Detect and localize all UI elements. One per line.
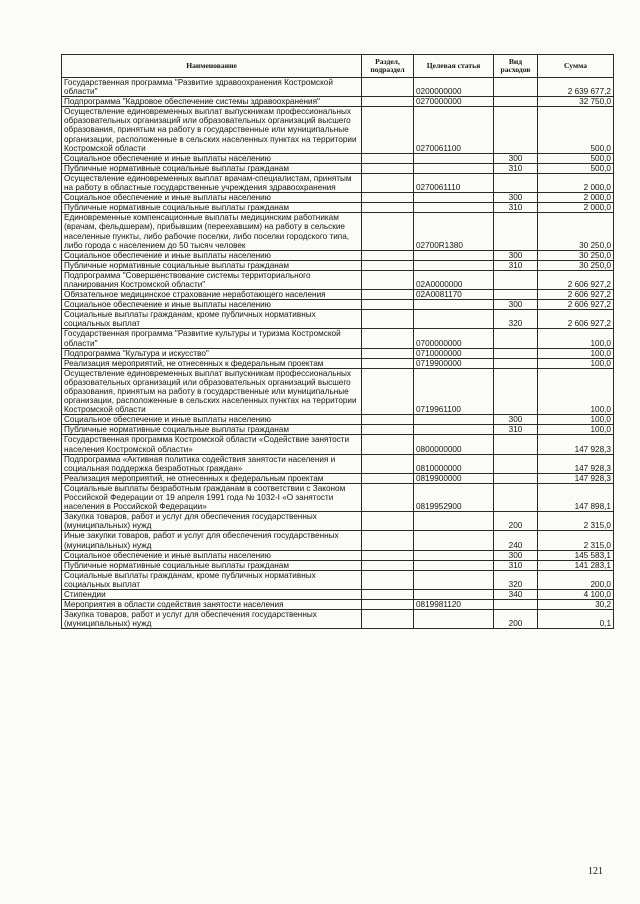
row-section-cell [362,290,414,300]
row-target-article-cell: 0710000000 [414,348,494,358]
row-sum-cell: 2 315,0 [538,512,614,531]
row-section-cell [362,260,414,270]
row-section-cell [362,368,414,414]
row-section-cell [362,550,414,560]
row-name-cell: Закупка товаров, работ и услуг для обеспечения государственных (муниципальных) нужд [62,610,362,629]
row-name-cell: Подпрограмма "Кадровое обеспечение системы здравоохранения" [62,97,362,107]
table-row [62,600,614,610]
row-sum-cell: 500,0 [538,153,614,163]
row-sum-cell: 500,0 [538,107,614,153]
row-name-cell: Публичные нормативные социальные выплаты гражданам [62,560,362,570]
row-expense-type-cell [494,368,538,414]
row-section-cell [362,512,414,531]
row-target-article-cell: 0700000000 [414,329,494,348]
row-name-cell: Государственная программа "Развитие культуры и туризма Костромской области" [62,329,362,348]
table-row [62,473,614,483]
table-row [62,368,614,414]
table-row [62,78,614,97]
header-sum: Сумма [538,55,614,78]
row-expense-type-cell: 300 [494,250,538,260]
row-target-article-cell: 0270061110 [414,173,494,192]
page-number: 121 [588,866,603,877]
row-name-cell: Социальное обеспечение и иные выплаты населению [62,415,362,425]
row-name-cell: Иные закупки товаров, работ и услуг для обеспечения государственных (муниципальных) нужд [62,531,362,550]
row-name-cell: Обязательное медицинское страхование неработающего населения [62,290,362,300]
row-expense-type-cell: 300 [494,550,538,560]
budget-table [61,54,614,629]
header-target-article: Целевая статья [414,55,494,78]
row-name-cell: Социальное обеспечение и иные выплаты населению [62,300,362,310]
row-target-article-cell [414,250,494,260]
row-expense-type-cell: 300 [494,300,538,310]
table-row [62,260,614,270]
table-row [62,107,614,153]
table-row [62,425,614,435]
row-name-cell: Социальные выплаты гражданам, кроме публичных нормативных социальных выплат [62,570,362,589]
row-section-cell [362,531,414,550]
row-expense-type-cell [494,270,538,289]
row-sum-cell: 2 606 927,2 [538,290,614,300]
row-section-cell [362,454,414,473]
table-row [62,512,614,531]
row-sum-cell: 2 000,0 [538,193,614,203]
row-name-cell: Осуществление единовременных выплат выпускникам профессиональных образовательных организаций или образовательных организаций высшего образования, принятым на работу в государственные или муниципальные организации, расположенные в сельских населенных пунктах на территории Костромской области [62,368,362,414]
row-target-article-cell [414,425,494,435]
row-sum-cell: 30 250,0 [538,250,614,260]
row-expense-type-cell [494,107,538,153]
row-expense-type-cell: 300 [494,193,538,203]
row-sum-cell: 100,0 [538,425,614,435]
row-expense-type-cell [494,348,538,358]
table-row [62,589,614,599]
table-row [62,454,614,473]
row-sum-cell: 30,2 [538,600,614,610]
row-target-article-cell [414,260,494,270]
row-name-cell: Осуществление единовременных выплат выпускникам профессиональных образовательных организаций или образовательных организаций высшего образования, принятым на работу в государственные или муниципальные организации, расположенные в сельских населенных пунктах на территории Костромской области [62,107,362,153]
row-name-cell: Мероприятия в области содействия занятости населения [62,600,362,610]
row-expense-type-cell: 310 [494,163,538,173]
header-name: Наименование [62,55,362,78]
row-expense-type-cell [494,329,538,348]
row-sum-cell: 0,1 [538,610,614,629]
row-expense-type-cell: 300 [494,153,538,163]
row-expense-type-cell [494,213,538,250]
row-target-article-cell: 0819952900 [414,483,494,511]
row-section-cell [362,600,414,610]
row-sum-cell: 100,0 [538,329,614,348]
row-sum-cell: 2 000,0 [538,203,614,213]
row-section-cell [362,213,414,250]
row-expense-type-cell: 320 [494,310,538,329]
row-target-article-cell: 0819981120 [414,600,494,610]
row-expense-type-cell [494,97,538,107]
header-section: Раздел, подраздел [362,55,414,78]
row-sum-cell: 200,0 [538,570,614,589]
row-sum-cell: 147 928,3 [538,435,614,454]
table-row [62,415,614,425]
row-name-cell: Подпрограмма "Совершенствование системы территориального планирования Костромской области" [62,270,362,289]
row-target-article-cell [414,512,494,531]
row-sum-cell: 100,0 [538,415,614,425]
row-sum-cell: 30 250,0 [538,260,614,270]
row-target-article-cell: 0810000000 [414,454,494,473]
row-name-cell: Осуществление единовременных выплат врачам-специалистам, принятым на работу в областные государственные учреждения здравоохранения [62,173,362,192]
row-name-cell: Публичные нормативные социальные выплаты гражданам [62,425,362,435]
row-expense-type-cell [494,290,538,300]
row-name-cell: Закупка товаров, работ и услуг для обеспечения государственных (муниципальных) нужд [62,512,362,531]
table-row [62,250,614,260]
row-expense-type-cell [494,600,538,610]
row-section-cell [362,610,414,629]
row-section-cell [362,78,414,97]
row-name-cell: Государственная программа Костромской области «Содействие занятости населения Костромской области» [62,435,362,454]
row-target-article-cell: 0270000000 [414,97,494,107]
row-section-cell [362,97,414,107]
row-target-article-cell [414,415,494,425]
row-target-article-cell [414,300,494,310]
row-name-cell: Реализация мероприятий, не отнесенных к федеральным проектам [62,473,362,483]
row-name-cell: Единовременные компенсационные выплаты медицинским работникам (врачам, фельдшерам), прибывшим (переехавшим) на работу в сельские населенные пункты, либо рабочие поселки, либо поселки городского типа, либо города с населением до 50 тысяч человек [62,213,362,250]
row-section-cell [362,560,414,570]
row-sum-cell: 30 250,0 [538,213,614,250]
row-name-cell: Социальное обеспечение и иные выплаты населению [62,153,362,163]
row-expense-type-cell [494,454,538,473]
row-section-cell [362,270,414,289]
row-target-article-cell: 0819900000 [414,473,494,483]
table-row [62,329,614,348]
row-sum-cell: 2 606 927,2 [538,270,614,289]
row-expense-type-cell: 200 [494,610,538,629]
row-sum-cell: 2 315,0 [538,531,614,550]
table-row [62,173,614,192]
table-row [62,300,614,310]
row-name-cell: Публичные нормативные социальные выплаты гражданам [62,163,362,173]
row-section-cell [362,425,414,435]
row-expense-type-cell: 340 [494,589,538,599]
row-section-cell [362,310,414,329]
row-expense-type-cell: 320 [494,570,538,589]
row-name-cell: Социальное обеспечение и иные выплаты населению [62,193,362,203]
row-expense-type-cell [494,78,538,97]
row-sum-cell: 100,0 [538,348,614,358]
row-sum-cell: 500,0 [538,163,614,173]
row-section-cell [362,570,414,589]
row-section-cell [362,415,414,425]
row-section-cell [362,173,414,192]
table-row [62,560,614,570]
row-name-cell: Государственная программа "Развитие здравоохранения Костромской области" [62,78,362,97]
row-expense-type-cell [494,473,538,483]
row-expense-type-cell [494,358,538,368]
row-target-article-cell: 0270061100 [414,107,494,153]
row-name-cell: Стипендии [62,589,362,599]
table-row [62,570,614,589]
row-name-cell: Социальные выплаты безработным гражданам в соответствии с Законом Российской Федерации от 19 апреля 1991 года № 1032-I «О занятости населения в Российской Федерации» [62,483,362,511]
table-row [62,193,614,203]
row-name-cell: Реализация мероприятий, не отнесенных к федеральным проектам [62,358,362,368]
row-section-cell [362,348,414,358]
row-expense-type-cell: 200 [494,512,538,531]
table-row [62,153,614,163]
row-section-cell [362,483,414,511]
row-target-article-cell: 0200000000 [414,78,494,97]
row-sum-cell: 32 750,0 [538,97,614,107]
row-name-cell: Социальное обеспечение и иные выплаты населению [62,250,362,260]
row-section-cell [362,250,414,260]
row-sum-cell: 147 898,1 [538,483,614,511]
row-target-article-cell: 02А0000000 [414,270,494,289]
row-sum-cell: 145 583,1 [538,550,614,560]
row-section-cell [362,358,414,368]
row-target-article-cell [414,203,494,213]
table-row [62,290,614,300]
row-sum-cell: 100,0 [538,368,614,414]
table-row [62,435,614,454]
row-target-article-cell [414,193,494,203]
row-sum-cell: 100,0 [538,358,614,368]
row-section-cell [362,329,414,348]
table-row [62,163,614,173]
row-target-article-cell: 02700R1380 [414,213,494,250]
row-sum-cell: 147 928,3 [538,473,614,483]
row-section-cell [362,435,414,454]
table-header-row [62,55,614,78]
row-sum-cell: 141 283,1 [538,560,614,570]
row-expense-type-cell: 310 [494,260,538,270]
row-expense-type-cell [494,483,538,511]
row-sum-cell: 2 639 677,2 [538,78,614,97]
row-name-cell: Социальное обеспечение и иные выплаты населению [62,550,362,560]
table-row [62,550,614,560]
row-section-cell [362,107,414,153]
table-row [62,610,614,629]
row-expense-type-cell [494,173,538,192]
row-section-cell [362,203,414,213]
row-section-cell [362,163,414,173]
row-target-article-cell: 0719900000 [414,358,494,368]
row-expense-type-cell: 300 [494,415,538,425]
row-target-article-cell [414,163,494,173]
row-name-cell: Социальные выплаты гражданам, кроме публичных нормативных социальных выплат [62,310,362,329]
row-target-article-cell [414,310,494,329]
row-target-article-cell [414,153,494,163]
row-section-cell [362,589,414,599]
header-expense-type: Вид расходов [494,55,538,78]
row-sum-cell: 147 928,3 [538,454,614,473]
row-target-article-cell: 0800000000 [414,435,494,454]
row-sum-cell: 2 606 927,2 [538,300,614,310]
row-section-cell [362,193,414,203]
row-sum-cell: 2 000,0 [538,173,614,192]
row-section-cell [362,300,414,310]
row-name-cell: Подпрограмма «Активная политика содействия занятости населения и социальная поддержка безработных граждан» [62,454,362,473]
row-expense-type-cell: 240 [494,531,538,550]
row-sum-cell: 2 606 927,2 [538,310,614,329]
row-target-article-cell [414,589,494,599]
table-row [62,310,614,329]
row-section-cell [362,473,414,483]
table-row [62,358,614,368]
row-target-article-cell [414,610,494,629]
row-expense-type-cell: 310 [494,203,538,213]
row-target-article-cell: 02А0081170 [414,290,494,300]
row-name-cell: Подпрограмма "Культура и искусство" [62,348,362,358]
row-target-article-cell [414,550,494,560]
row-expense-type-cell: 310 [494,560,538,570]
row-name-cell: Публичные нормативные социальные выплаты гражданам [62,203,362,213]
row-expense-type-cell: 310 [494,425,538,435]
table-row [62,97,614,107]
table-row [62,203,614,213]
table-row [62,348,614,358]
table-row [62,531,614,550]
row-target-article-cell [414,570,494,589]
table-row [62,270,614,289]
row-target-article-cell [414,531,494,550]
row-expense-type-cell [494,435,538,454]
row-target-article-cell: 0719961100 [414,368,494,414]
row-target-article-cell [414,560,494,570]
row-name-cell: Публичные нормативные социальные выплаты гражданам [62,260,362,270]
table-row [62,483,614,511]
row-section-cell [362,153,414,163]
row-sum-cell: 4 100,0 [538,589,614,599]
table-row [62,213,614,250]
table-body [62,78,614,629]
